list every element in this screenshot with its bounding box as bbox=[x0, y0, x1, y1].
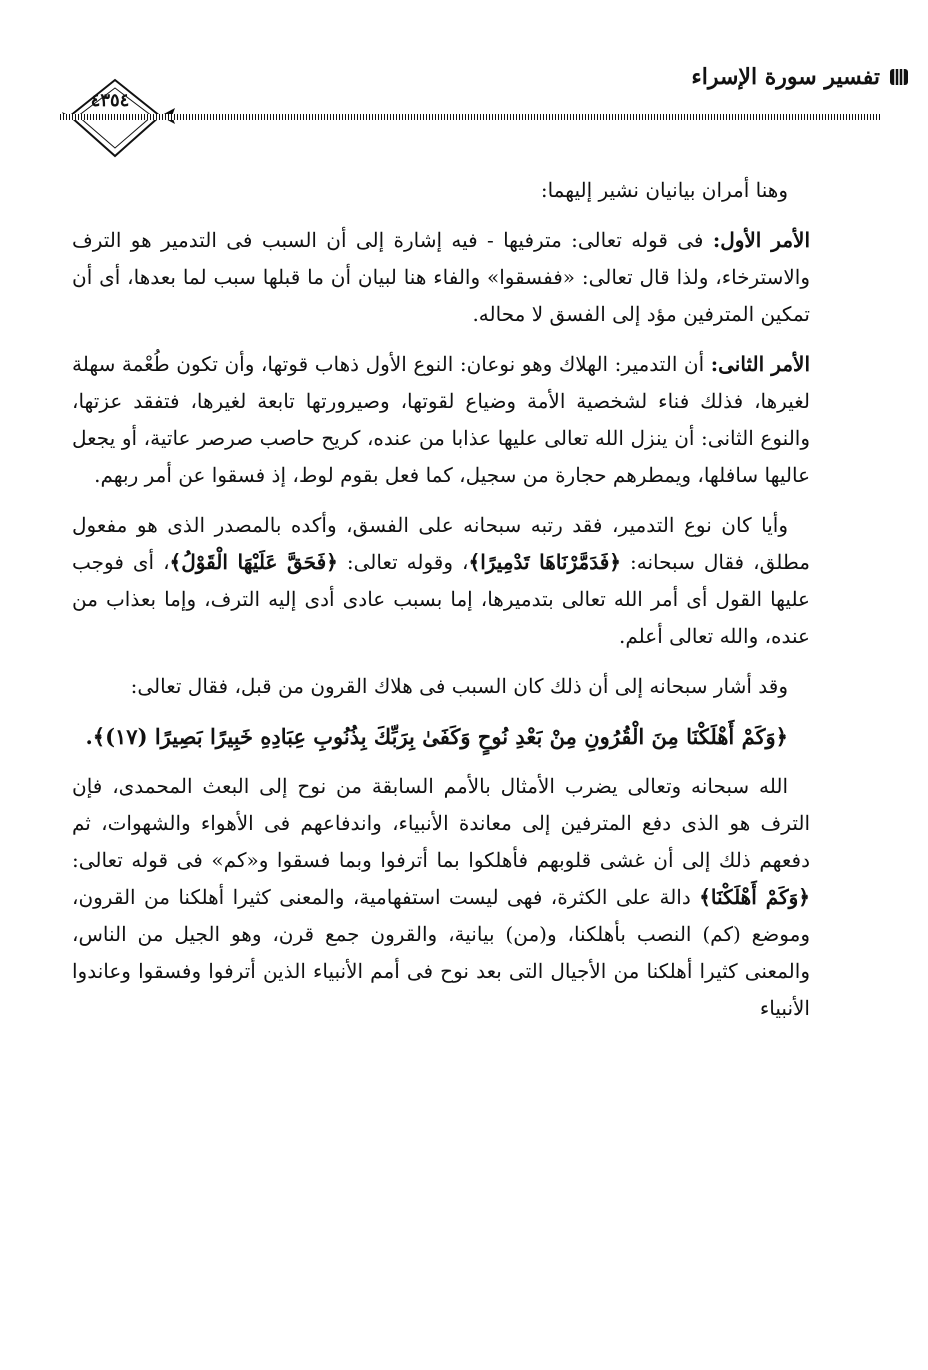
paragraph-first-matter bbox=[72, 222, 810, 333]
text-segment: دالة على الكثرة، فهى ليست استفهامية، والمعنى كثيرا أهلكنا من القرون، وموضع (كم) النصب بأهلكنا، و(من) بيانية، والقرون جمع قرن، وهو الجيل من الناس، والمعنى كثيرا أهلكنا من الأجيال التى بعد نوح فى أمم الأنبياء الذين أترفوا وفسقوا وعاندوا الأنبياء bbox=[72, 885, 810, 1020]
text-segment: ، أى فوجب عليها القول أى أمر الله تعالى بتدميرها، إما بسبب عادى أدى إليه الترف، وإما بعذاب من عنده، والله تعالى أعلم. bbox=[72, 550, 810, 648]
page-number: ٤٣٥٤ bbox=[90, 90, 130, 111]
page-header bbox=[60, 60, 880, 170]
quran-quote: ﴿وَكَمْ أَهْلَكْنَا﴾ bbox=[699, 885, 810, 909]
book-title: تفسير سورة الإسراء bbox=[691, 64, 880, 90]
paragraph-former-generations: وقد أشار سبحانه إلى أن ذلك كان السبب فى هلاك القرون من قبل، فقال تعالى: bbox=[130, 674, 788, 698]
ornament-icon bbox=[888, 66, 910, 88]
quran-verse: ﴿وَكَمْ أَهْلَكْنَا مِنَ الْقُرُونِ مِنْ بَعْدِ نُوحٍ وَكَفَىٰ بِرَبِّكَ بِذُنُوبِ عِبَادِهِ خَبِيرًا بَصِيرًا (١٧)﴾. bbox=[85, 724, 788, 749]
text-segment: ، وقوله تعالى: bbox=[337, 550, 469, 574]
first-matter-lead: الأمر الأول: bbox=[712, 228, 811, 252]
second-matter-text: أن التدمير: الهلاك وهو نوعان: النوع الأول ذهاب قوتها، وأن تكون طُعْمة سهلة لغيرها، فذلك فناء لشخصية الأمة وضياع لقوتها، وصيرورتها تابعة لغيرها، فتفقد عزتها، والنوع الثانى: أن ينزل الله تعالى عليها عذابا من عنده، كريح حاصب صرصر عاتية، أو يجعل عاليها سافلها، ويمطرهم حجارة من سجيل، كما فعل بقوم لوط، إذ فسقوا عن أمر ربهم. bbox=[72, 352, 811, 487]
second-matter-lead: الأمر الثانى: bbox=[710, 352, 811, 376]
text-segment: وأيا كان نوع التدمير، فقد رتبه سبحانه على الفسق، وأكده بالمصدر الذى هو مفعول مطلق، فقال سبحانه: bbox=[72, 513, 810, 574]
intro-paragraph: وهنا أمران بيانيان نشير إليهما: bbox=[540, 178, 788, 202]
page-body bbox=[72, 172, 810, 1040]
first-matter-text: فى قوله تعالى: مترفيها - فيه إشارة إلى أن السبب فى التدمير هو الترف والاسترخاء، ولذا قال تعالى: «ففسقوا» والفاء هنا لبيان أن ما قبلها سبب لما بعدها، أى أن تمكين المترفين مؤد إلى الفسق لا محاله. bbox=[72, 228, 810, 326]
quran-quote: ﴿فَدَمَّرْنَاهَا تَدْمِيرًا﴾ bbox=[468, 550, 622, 574]
paragraph-commentary bbox=[72, 768, 810, 1027]
header-rule bbox=[60, 114, 880, 120]
paragraph-second-matter bbox=[72, 346, 810, 494]
text-segment: الله سبحانه وتعالى يضرب الأمثال بالأمم السابقة من نوح إلى البعث المحمدى، فإن الترف هو الذى دفع المترفين إلى معاندة الأنبياء، واندفاعهم فى الأهواء والشهوات، ثم دفعهم ذلك إلى أن غشى قلوبهم فأهلكوا بما أترفوا وبما فسقوا و«كم» فى قوله تعالى: bbox=[72, 774, 810, 872]
quran-quote: ﴿فَحَقَّ عَلَيْهَا الْقَوْلُ﴾ bbox=[169, 550, 338, 574]
paragraph-destruction-type bbox=[72, 507, 810, 655]
